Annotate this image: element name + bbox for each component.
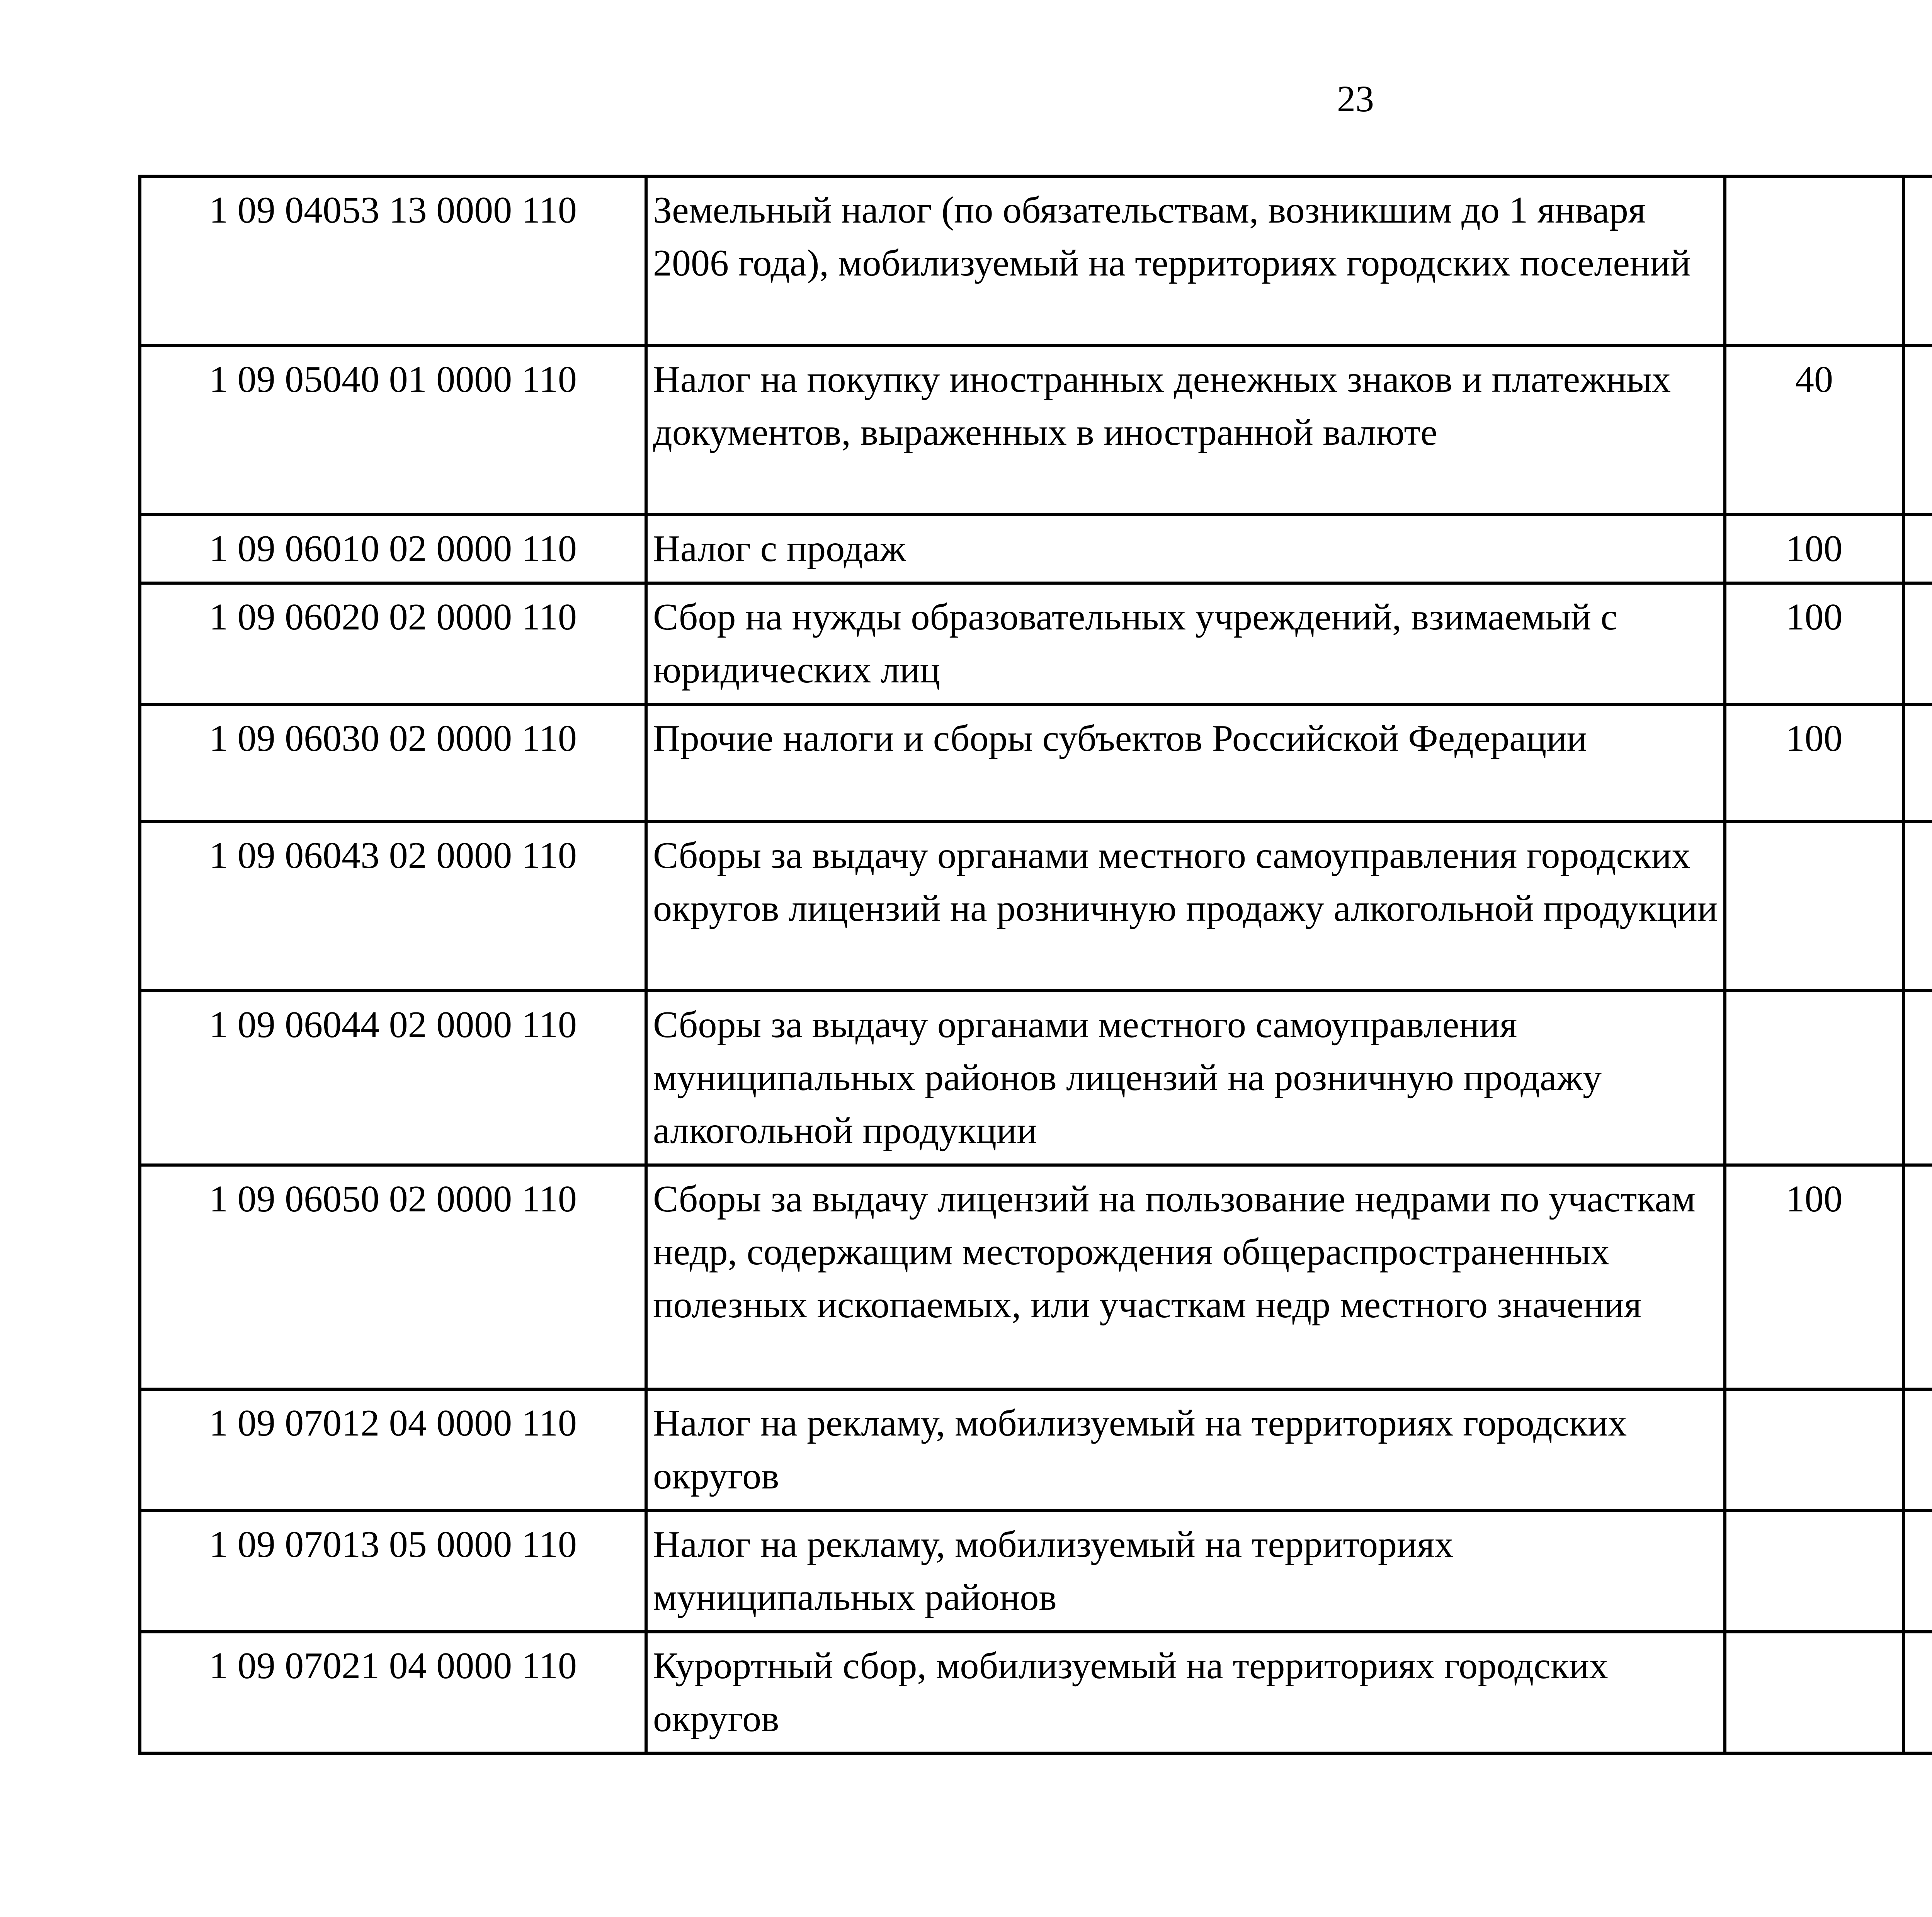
budget-code-cell: 1 09 06050 02 0000 110 [140, 1165, 646, 1389]
revenue-name-cell: Земельный налог (по обязательствам, возникшим до 1 января 2006 года), мобилизуемый на территориях городских поселений [646, 176, 1725, 345]
revenue-name-cell: Налог на покупку иностранных денежных знаков и платежных документов, выраженных в иностранной валюте [646, 345, 1725, 515]
percent-cell-col-1 [1725, 1510, 1903, 1632]
revenue-name-cell: Налог с продаж [646, 515, 1725, 583]
table-row [140, 822, 1932, 991]
revenue-name-cell: Сбор на нужды образовательных учреждений, взимаемый с юридических лиц [646, 583, 1725, 704]
table-row [140, 176, 1932, 345]
percent-cell-col-1: 40 [1725, 345, 1903, 515]
percent-cell-col-1 [1725, 822, 1903, 991]
percent-cell-col-2 [1903, 991, 1932, 1165]
budget-code-cell: 1 09 06020 02 0000 110 [140, 583, 646, 704]
budget-code-cell: 1 09 05040 01 0000 110 [140, 345, 646, 515]
revenue-name-cell: Налог на рекламу, мобилизуемый на территориях городских округов [646, 1389, 1725, 1510]
percent-cell-col-1: 100 [1725, 583, 1903, 704]
percent-cell-col-2 [1903, 176, 1932, 345]
table-row [140, 1389, 1932, 1510]
percent-cell-col-2 [1903, 583, 1932, 704]
revenue-name-cell: Сборы за выдачу органами местного самоуправления муниципальных районов лицензий на розничную продажу алкогольной продукции [646, 991, 1725, 1165]
percent-cell-col-1 [1725, 991, 1903, 1165]
table-row [140, 1165, 1932, 1389]
percent-cell-col-2 [1903, 1510, 1932, 1632]
table-row [140, 991, 1932, 1165]
revenue-name-cell: Сборы за выдачу лицензий на пользование недрами по участкам недр, содержащим месторождения общераспространенных полезных ископаемых, или участкам недр местного значения [646, 1165, 1725, 1389]
revenue-name-cell: Сборы за выдачу органами местного самоуправления городских округов лицензий на розничную продажу алкогольной продукции [646, 822, 1725, 991]
table-row [140, 345, 1932, 515]
budget-code-cell: 1 09 07013 05 0000 110 [140, 1510, 646, 1632]
page-number: 23 [1337, 78, 1374, 119]
percent-cell-col-1 [1725, 176, 1903, 345]
table-row [140, 515, 1932, 583]
table-row [140, 1632, 1932, 1753]
revenue-name-cell: Курортный сбор, мобилизуемый на территориях городских округов [646, 1632, 1725, 1753]
revenue-name-cell: Прочие налоги и сборы субъектов Российской Федерации [646, 704, 1725, 822]
percent-cell-col-1: 100 [1725, 515, 1903, 583]
table-row [140, 704, 1932, 822]
table-row [140, 1510, 1932, 1632]
budget-classification-table [138, 175, 1932, 1755]
percent-cell-col-2 [1903, 345, 1932, 515]
percent-cell-col-1: 100 [1725, 704, 1903, 822]
percent-cell-col-2 [1903, 1165, 1932, 1389]
budget-code-cell: 1 09 04053 13 0000 110 [140, 176, 646, 345]
percent-cell-col-2 [1903, 822, 1932, 991]
percent-cell-col-2 [1903, 1389, 1932, 1510]
budget-code-cell: 1 09 07012 04 0000 110 [140, 1389, 646, 1510]
percent-cell-col-2 [1903, 704, 1932, 822]
percent-cell-col-1 [1725, 1632, 1903, 1753]
budget-code-cell: 1 09 06044 02 0000 110 [140, 991, 646, 1165]
percent-cell-col-1 [1725, 1389, 1903, 1510]
percent-cell-col-2 [1903, 515, 1932, 583]
budget-code-cell: 1 09 07021 04 0000 110 [140, 1632, 646, 1753]
table-row [140, 583, 1932, 704]
revenue-name-cell: Налог на рекламу, мобилизуемый на территориях муниципальных районов [646, 1510, 1725, 1632]
percent-cell-col-2 [1903, 1632, 1932, 1753]
percent-cell-col-1: 100 [1725, 1165, 1903, 1389]
budget-code-cell: 1 09 06030 02 0000 110 [140, 704, 646, 822]
budget-code-cell: 1 09 06043 02 0000 110 [140, 822, 646, 991]
budget-code-cell: 1 09 06010 02 0000 110 [140, 515, 646, 583]
